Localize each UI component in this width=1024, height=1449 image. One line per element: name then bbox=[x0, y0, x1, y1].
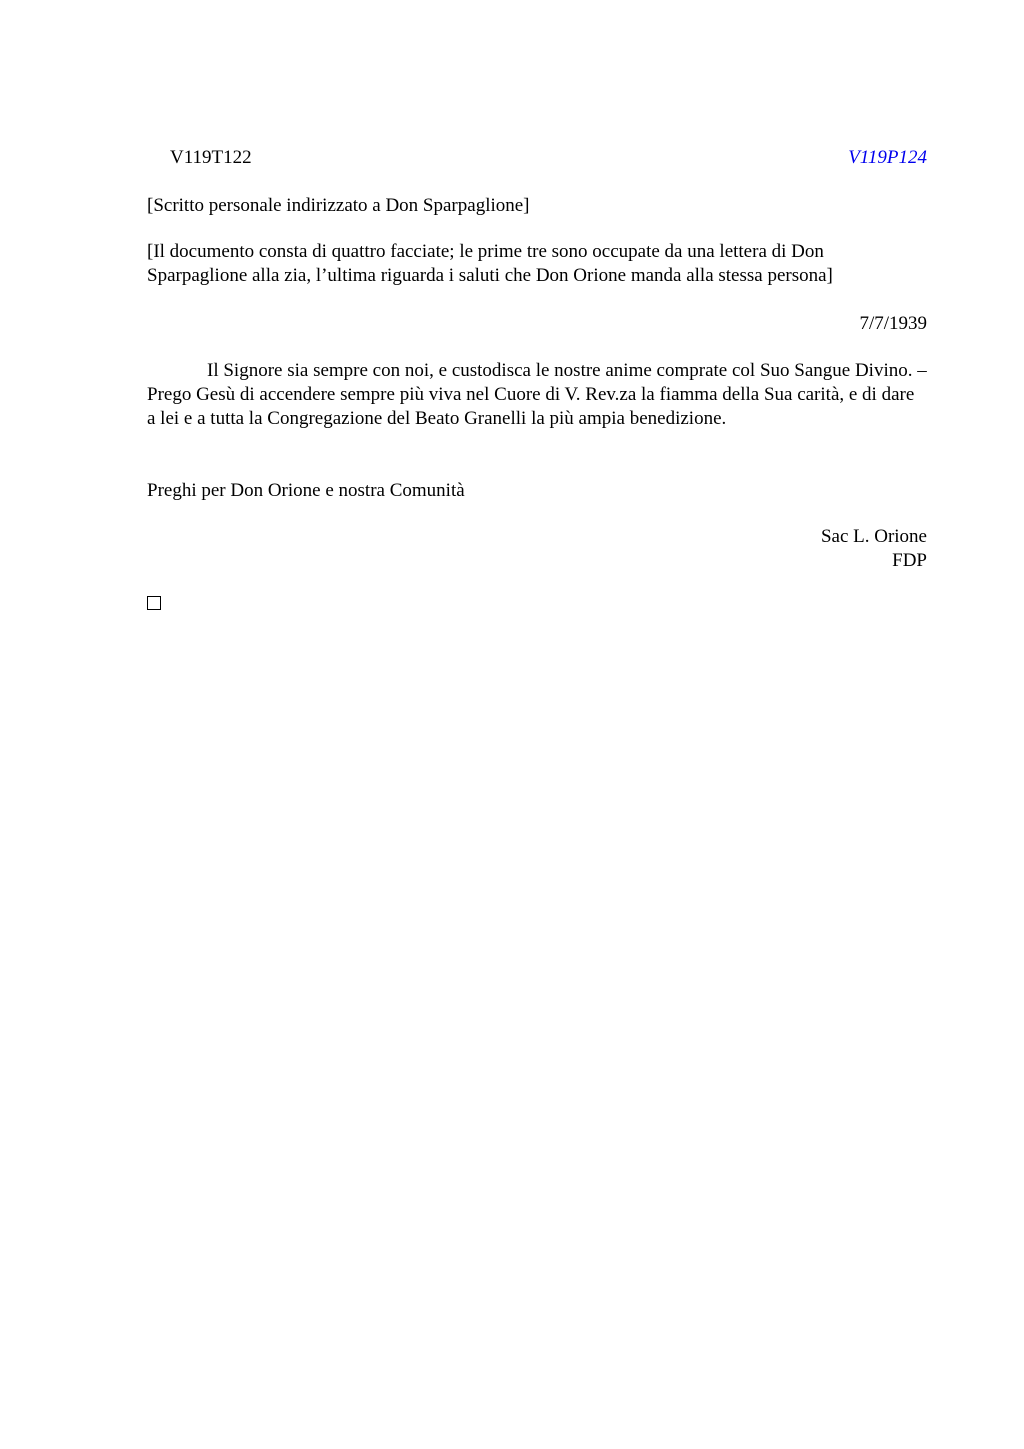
document-header bbox=[147, 145, 927, 171]
signature-block bbox=[821, 525, 927, 573]
signature-name: Sac L. Orione bbox=[820, 526, 927, 547]
letter-closing: Preghi per Don Orione e nostra Comunità bbox=[147, 480, 465, 501]
document-page bbox=[147, 0, 927, 1449]
page-reference-link[interactable]: V119P124 bbox=[848, 147, 927, 168]
document-description-note: [Il documento consta di quattro facciate; le prime tre sono occupate da una lettera di Don Sparpaglione alla zia, l’ultima riguarda i saluti che Don Orione manda alla stessa persona] bbox=[147, 241, 833, 286]
document-id: V119T122 bbox=[170, 147, 252, 168]
recipient-note: [Scritto personale indirizzato a Don Sparpaglione] bbox=[147, 195, 530, 216]
empty-square-icon bbox=[147, 596, 161, 610]
letter-body: Il Signore sia sempre con noi, e custodisca le nostre anime comprate col Suo Sangue Divino. – Prego Gesù di accendere sempre più viva nel Cuore di V. Rev.za la fiamma della Sua carità, e di dare a lei e a tutta la Congregazione del Beato Granelli la più ampia benedizione. bbox=[147, 360, 927, 429]
letter-date: 7/7/1939 bbox=[859, 313, 927, 334]
signature-suffix: FDP bbox=[892, 550, 927, 571]
